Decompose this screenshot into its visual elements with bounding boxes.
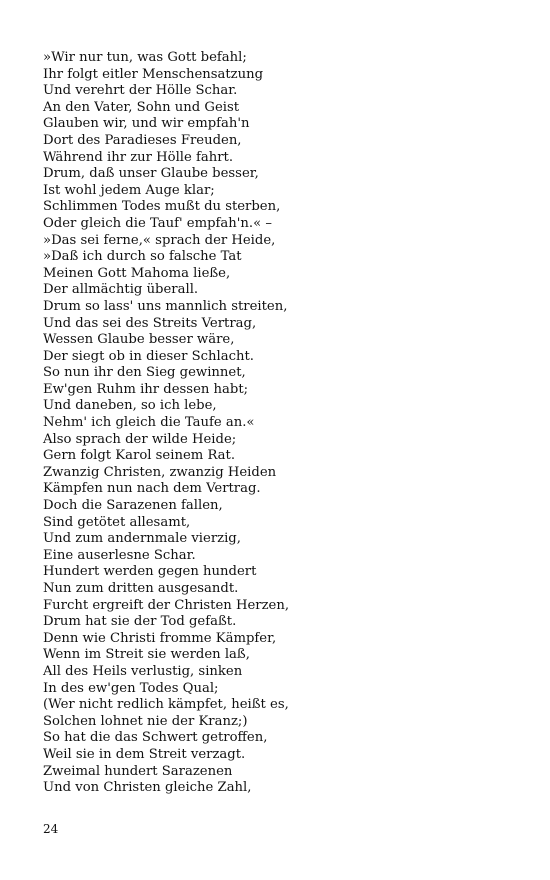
poem-line: Also sprach der wilde Heide;	[43, 431, 237, 447]
poem-line: Der allmächtig überall.	[43, 282, 199, 298]
poem-line: All des Heils verlustig, sinken	[43, 663, 243, 679]
poem-line: Und von Christen gleiche Zahl,	[43, 780, 252, 796]
poem-line: (Wer nicht redlich kämpfet, heißt es,	[43, 697, 289, 713]
poem-line: Und das sei des Streits Vertrag,	[43, 315, 257, 331]
poem-line: Ist wohl jedem Auge klar;	[43, 182, 215, 198]
poem-line: Furcht ergreift der Christen Herzen,	[43, 597, 290, 613]
poem-line: Während ihr zur Hölle fahrt.	[43, 149, 234, 165]
poem-line: Und zum andernmale vierzig,	[43, 531, 241, 547]
poem-line: Ihr folgt eitler Menschensatzung	[43, 66, 264, 82]
poem-line: »Das sei ferne,« sprach der Heide,	[43, 232, 276, 248]
poem-line: Ew'gen Ruhm ihr dessen habt;	[43, 381, 249, 397]
poem-line: Eine auserlesne Schar.	[43, 547, 196, 563]
poem-text	[43, 50, 289, 797]
poem-line: In des ew'gen Todes Qual;	[43, 680, 219, 696]
poem-line: Kämpfen nun nach dem Vertrag.	[43, 481, 261, 497]
poem-line: Glauben wir, und wir empfah'n	[43, 116, 250, 132]
poem-line: Gern folgt Karol seinem Rat.	[43, 448, 236, 464]
poem-line: Doch die Sarazenen fallen,	[43, 498, 223, 514]
page-number: 24	[43, 822, 59, 836]
poem-line: Nehm' ich gleich die Taufe an.«	[43, 415, 255, 431]
poem-line: Oder gleich die Tauf' empfah'n.« –	[43, 215, 272, 231]
poem-line: Wessen Glaube besser wäre,	[43, 332, 235, 348]
poem-line: Zweimal hundert Sarazenen	[43, 763, 233, 779]
poem-line: Der siegt ob in dieser Schlacht.	[43, 348, 254, 364]
poem-line: Drum, daß unser Glaube besser,	[43, 166, 259, 182]
poem-line: Drum so lass' uns mannlich streiten,	[43, 298, 288, 314]
poem-line: »Daß ich durch so falsche Tat	[43, 249, 242, 265]
poem-line: Nun zum dritten ausgesandt.	[43, 581, 239, 596]
poem-line: Dort des Paradieses Freuden,	[43, 132, 242, 148]
poem-line: Zwanzig Christen, zwanzig Heiden	[43, 464, 277, 480]
poem-line: Denn wie Christi fromme Kämpfer,	[43, 630, 277, 646]
poem-line: Sind getötet allesamt,	[43, 514, 191, 530]
poem-line: Meinen Gott Mahoma ließe,	[43, 265, 231, 281]
poem-line: »Wir nur tun, was Gott befahl;	[43, 50, 247, 65]
poem-line: Weil sie in dem Streit verzagt.	[43, 746, 246, 762]
poem-line: Drum hat sie der Tod gefaßt.	[43, 614, 237, 630]
poem-line: So nun ihr den Sieg gewinnet,	[43, 365, 246, 381]
poem-line: Hundert werden gegen hundert	[43, 564, 257, 580]
poem-line: An den Vater, Sohn und Geist	[43, 99, 240, 115]
poem-line: So hat die das Schwert getroffen,	[43, 730, 268, 746]
poem-line: Solchen lohnet nie der Kranz;)	[43, 713, 248, 729]
poem-line: Und daneben, so ich lebe,	[43, 398, 217, 414]
poem-line: Und verehrt der Hölle Schar.	[43, 83, 238, 99]
poem-line: Schlimmen Todes mußt du sterben,	[43, 199, 281, 215]
poem-line: Wenn im Streit sie werden laß,	[43, 647, 250, 663]
